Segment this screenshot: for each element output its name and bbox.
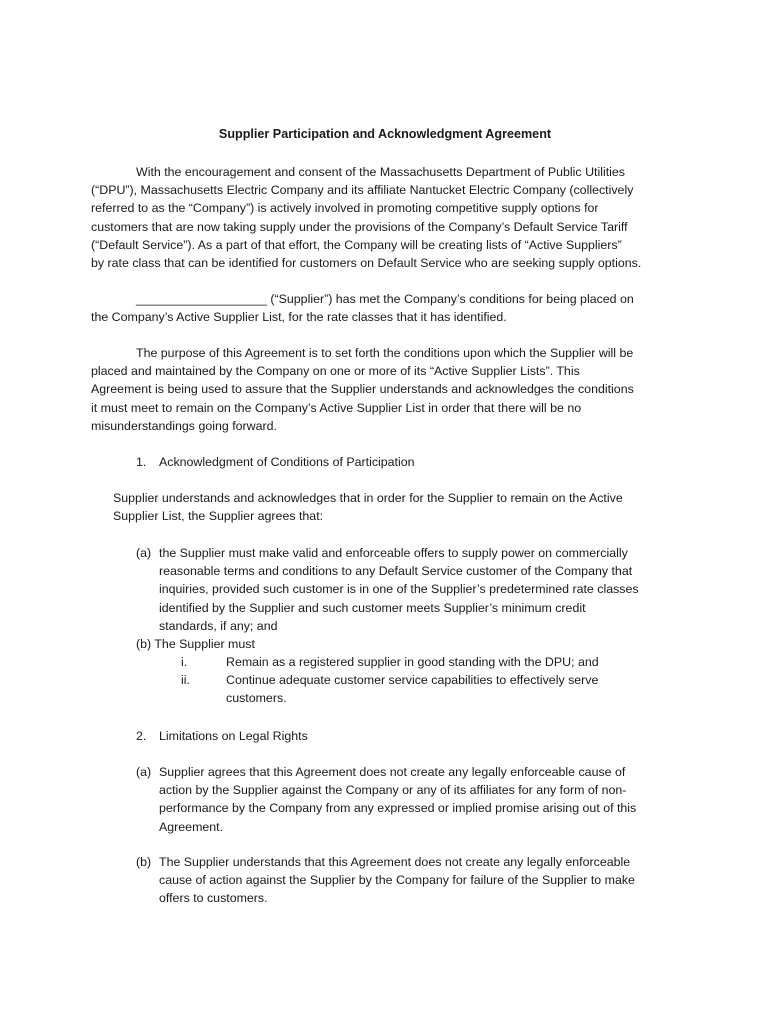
subitem-ii-marker: ii. <box>181 673 190 687</box>
section-2-item-b <box>159 853 635 908</box>
item-line: identified by the Supplier and such customer meets Supplier’s minimum credit <box>159 600 586 615</box>
purpose-line: The purpose of this Agreement is to set forth the conditions upon which the Supplier will be <box>136 346 634 360</box>
item-b-label: (b) The Supplier must <box>136 637 255 651</box>
item-a-marker: (a) <box>136 546 152 560</box>
item-line: cause of action against the Supplier by the Company for failure of the Supplier to make <box>159 873 635 888</box>
purpose-line: Agreement is being used to assure that the Supplier understands and acknowledges the conditions <box>91 382 634 397</box>
section-2-item-a <box>159 763 636 836</box>
subitem-ii <box>226 671 598 707</box>
item-line: The Supplier understands that this Agreement does not create any legally enforceable <box>159 855 631 869</box>
item-line: offers to customers. <box>159 891 268 906</box>
subitem-line: customers. <box>226 691 287 706</box>
section-2-number: 2. <box>136 729 147 743</box>
item-line: action by the Supplier against the Company or any of its affiliates for any form of non- <box>159 783 627 798</box>
item-line: inquiries, provided such customer is in one of the Supplier’s predetermined rate classes <box>159 582 639 597</box>
item-line: Agreement. <box>159 819 224 834</box>
section-1-lead <box>113 489 623 525</box>
supplier-line: the Company’s Active Supplier List, for the rate classes that it has identified. <box>91 310 507 325</box>
supplier-line: ___________________ (“Supplier”) has met the Company’s conditions for being placed on <box>136 292 634 306</box>
section-2-item-a-marker: (a) <box>136 765 152 779</box>
section-1-heading: Acknowledgment of Conditions of Participation <box>159 455 415 469</box>
intro-line: customers that are now taking supply under the provisions of the Company’s Default Service Tariff <box>91 219 628 234</box>
subitem-i <box>226 653 599 671</box>
intro-line: referred to as the “Company”) is actively involved in promoting competitive supply options for <box>91 201 599 216</box>
subitem-line: Remain as a registered supplier in good standing with the DPU; and <box>226 655 599 669</box>
item-line: the Supplier must make valid and enforceable offers to supply power on commercially <box>159 546 628 560</box>
intro-line: With the encouragement and consent of the Massachusetts Department of Public Utilities <box>136 165 625 179</box>
intro-line: (“Default Service”). As a part of that effort, the Company will be creating lists of “Active Suppliers” <box>91 237 622 252</box>
item-line: Supplier agrees that this Agreement does not create any legally enforceable cause of <box>159 765 626 779</box>
document-title: Supplier Participation and Acknowledgment Agreement <box>218 127 552 141</box>
item-line: standards, if any; and <box>159 618 278 633</box>
item-line: reasonable terms and conditions to any Default Service customer of the Company that <box>159 564 633 579</box>
purpose-paragraph <box>91 344 634 435</box>
section-2-heading: Limitations on Legal Rights <box>159 729 308 743</box>
item-line: performance by the Company from any expressed or implied promise arising out of this <box>159 801 637 816</box>
supplier-paragraph <box>91 290 634 326</box>
section-1-number: 1. <box>136 455 147 469</box>
section-1-item-a <box>159 544 639 635</box>
subitem-i-marker: i. <box>181 655 188 669</box>
purpose-line: it must meet to remain on the Company’s Active Supplier List in order that there will be no <box>91 400 582 415</box>
intro-paragraph <box>91 163 641 272</box>
intro-line: by rate class that can be identified for customers on Default Service who are seeking supply options. <box>91 256 642 271</box>
lead-line: Supplier understands and acknowledges that in order for the Supplier to remain on the Active <box>113 491 623 505</box>
subitem-line: Continue adequate customer service capabilities to effectively serve <box>226 673 599 687</box>
purpose-line: placed and maintained by the Company on one or more of its “Active Supplier Lists”. This <box>91 364 580 379</box>
purpose-line: misunderstandings going forward. <box>91 418 277 433</box>
section-2-item-b-marker: (b) <box>136 855 152 869</box>
intro-line: (“DPU”), Massachusetts Electric Company and its affiliate Nantucket Electric Company (collectively <box>91 183 634 198</box>
lead-line: Supplier List, the Supplier agrees that: <box>113 509 324 524</box>
